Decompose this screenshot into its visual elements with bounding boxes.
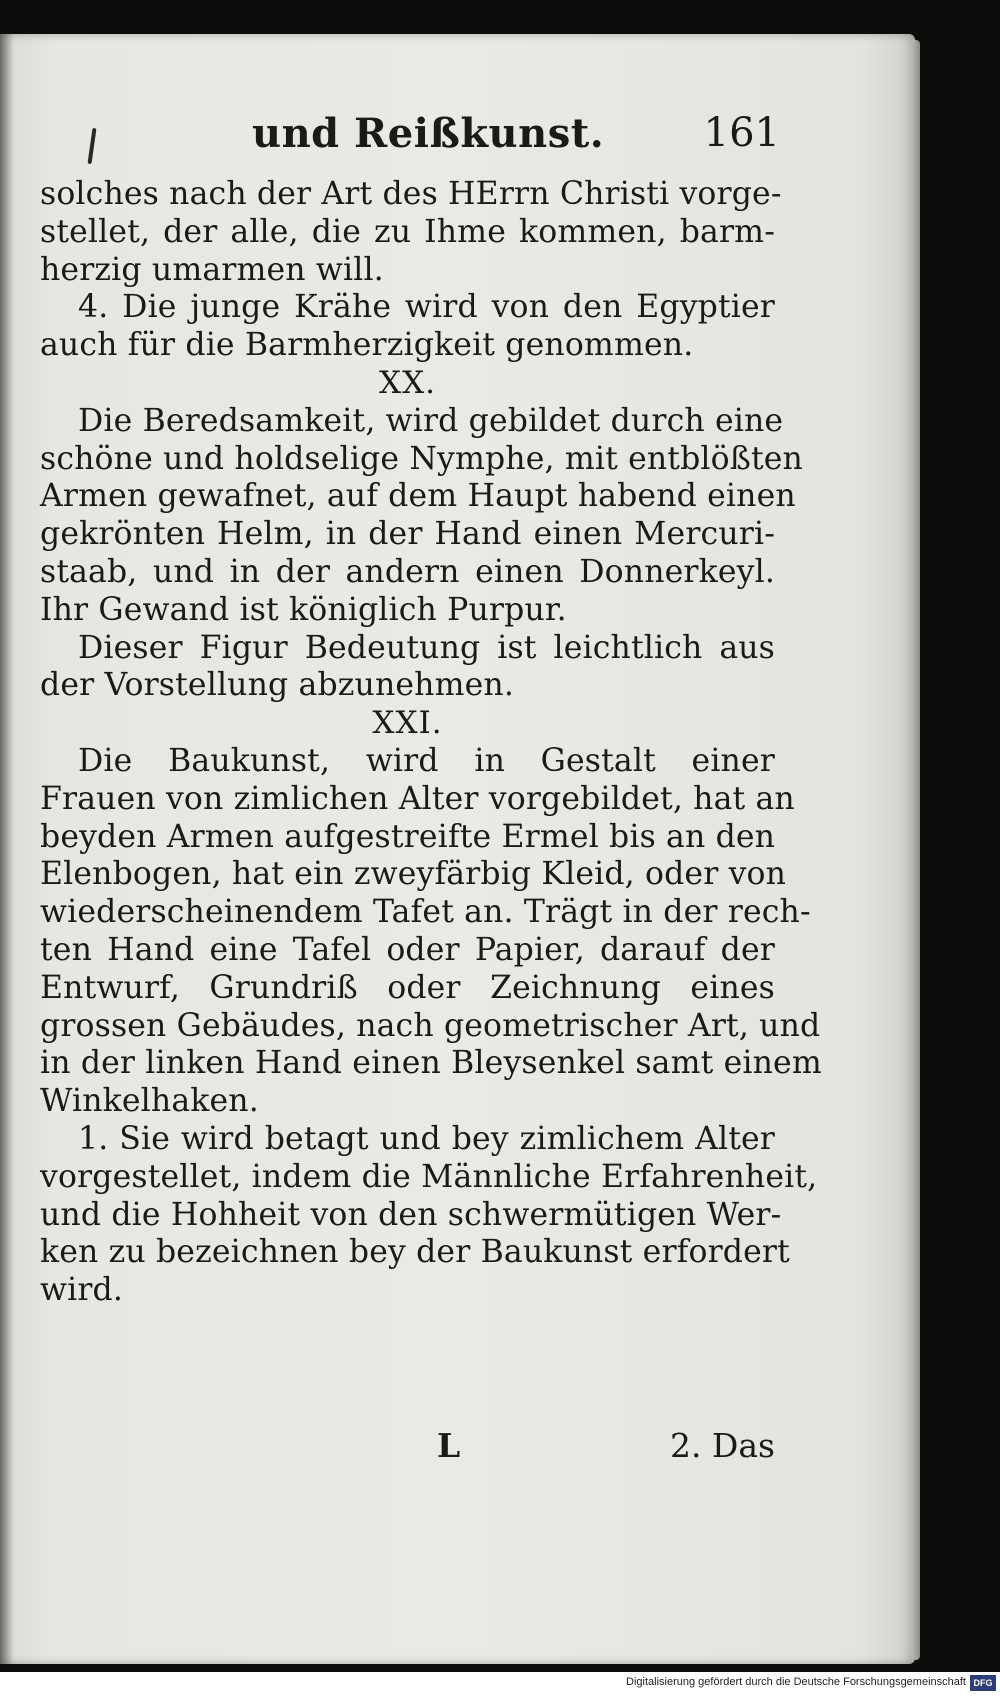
text-line: Armen gewafnet, auf dem Haupt habend einen bbox=[40, 478, 796, 515]
text-line: schöne und holdselige Nymphe, mit entblößten bbox=[40, 440, 803, 477]
text-line: solches nach der Art des HErrn Christi vorge- bbox=[40, 176, 782, 212]
text-line: ten Hand eine Tafel oder Papier, darauf der bbox=[40, 931, 775, 968]
text-line: stellet, der alle, die zu Ihme kommen, barm- bbox=[40, 213, 775, 250]
text-line: 1. Sie wird betagt und bey zimlichem Alter bbox=[78, 1120, 775, 1157]
text-line: auch für die Barmherzigkeit genommen. bbox=[40, 327, 694, 364]
text-block bbox=[40, 110, 822, 1310]
text-line: in der linken Hand einen Bleysenkel samt einem bbox=[40, 1045, 822, 1082]
page-edge bbox=[912, 40, 920, 1660]
page-footer bbox=[40, 1426, 775, 1474]
dfg-logo: DFG bbox=[970, 1675, 996, 1691]
signature-mark: L bbox=[437, 1426, 461, 1465]
text-line: Entwurf, Grundriß oder Zeichnung eines bbox=[40, 969, 775, 1006]
text-line: wird. bbox=[40, 1272, 124, 1309]
text-line: Winkelhaken. bbox=[40, 1083, 259, 1120]
text-line: beyden Armen aufgestreifte Ermel bis an den bbox=[40, 818, 776, 855]
text-line: Die Beredsamkeit, wird gebildet durch eine bbox=[78, 402, 784, 439]
text-line: Elenbogen, hat ein zweyfärbig Kleid, oder von bbox=[40, 856, 787, 893]
running-title: und Reißkunst. bbox=[252, 110, 605, 157]
text-line: und die Hohheit von den schwermütigen Wer- bbox=[40, 1196, 782, 1233]
text-line: Frauen von zimlichen Alter vorgebildet, hat an bbox=[40, 780, 795, 817]
text-line: grossen Gebäudes, nach geometrischer Art, und bbox=[40, 1007, 821, 1044]
text-line: staab, und in der andern einen Donnerkeyl. bbox=[40, 553, 775, 590]
text-line: der Vorstellung abzunehmen. bbox=[40, 667, 515, 704]
text-line: vorgestellet, indem die Männliche Erfahrenheit, bbox=[40, 1158, 818, 1195]
text-line: Die Baukunst, wird in Gestalt einer bbox=[78, 742, 775, 779]
text-line: 4. Die junge Krähe wird von den Egyptier bbox=[78, 289, 775, 326]
page-number: 161 bbox=[703, 110, 780, 156]
spine-shadow bbox=[0, 34, 14, 1664]
text-line: wiederscheinendem Tafet an. Trägt in der rech- bbox=[40, 894, 811, 931]
credit-text: Digitalisierung gefördert durch die Deutsche Forschungsgemeinschaft bbox=[626, 1676, 966, 1688]
credit-bar bbox=[0, 1672, 1000, 1696]
body-text bbox=[40, 176, 822, 1310]
text-line: herzig umarmen will. bbox=[40, 251, 384, 288]
section-heading: XXI. bbox=[372, 705, 443, 742]
text-line: ken zu bezeichnen bey der Baukunst erfordert bbox=[40, 1234, 790, 1271]
page-header bbox=[40, 110, 780, 176]
text-line: Ihr Gewand ist königlich Purpur. bbox=[40, 591, 567, 628]
text-line: gekrönten Helm, in der Hand einen Mercuri- bbox=[40, 516, 775, 553]
section-heading: XX. bbox=[379, 364, 436, 401]
text-line: Dieser Figur Bedeutung ist leichtlich aus bbox=[78, 629, 775, 666]
catchword: 2. Das bbox=[669, 1426, 775, 1465]
